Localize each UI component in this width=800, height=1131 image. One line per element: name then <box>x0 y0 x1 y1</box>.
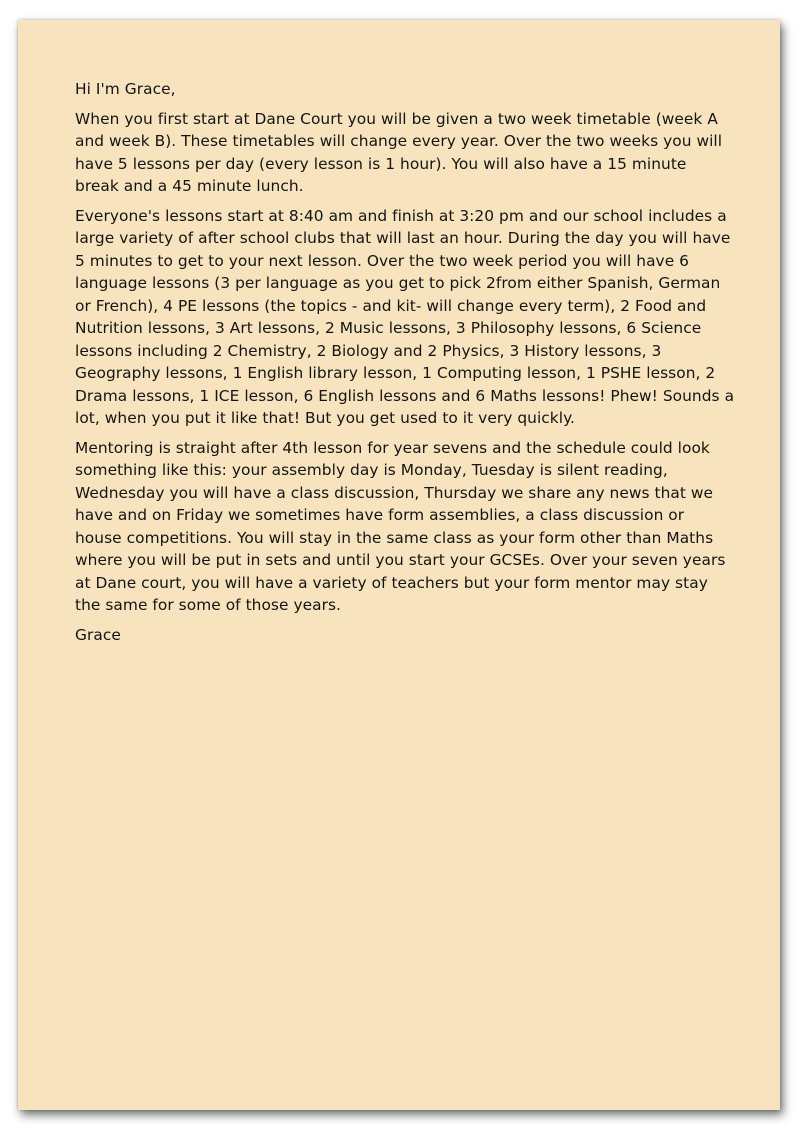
paragraph-mentoring: Mentoring is straight after 4th lesson for year sevens and the schedule could look something like this: your assembly day is Monday, Tuesday is silent reading, Wednesday you will have a class discussion, Thursday we share any news that we have and on Friday we sometimes have form assemblies, a class discussion or house competitions. You will stay in the same class as your form other than Maths where you will be put in sets and until you start your GCSEs. Over your seven years at Dane court, you will have a variety of teachers but your form mentor may stay the same for some of those years. <box>75 438 726 614</box>
letter-signature: Grace <box>75 625 121 644</box>
paragraph-lessons: Everyone's lessons start at 8:40 am and finish at 3:20 pm and our school includes a large variety of after school clubs that will last an hour. During the day you will have 5 minutes to get to your next lesson. Over the two week period you will have 6 language lessons (3 per language as you get to pick 2from either Spanish, German or French), 4 PE lessons (the topics - and kit- will change every term), 2 Food and Nutrition lessons, 3 Art lessons, 2 Music lessons, 3 Philosophy lessons, 6 Science lessons including 2 Chemistry, 2 Biology and 2 Physics, 3 History lessons, 3 Geography lessons, 1 English library lesson, 1 Computing lesson, 1 PSHE lesson, 2 Drama lessons, 1 ICE lesson, 6 English lessons and 6 Maths lessons! Phew! Sounds a lot, when you put it like that! But you get used to it very quickly. <box>75 206 735 427</box>
letter-greeting: Hi I'm Grace, <box>75 80 176 98</box>
letter-body <box>75 78 735 653</box>
paragraph-timetable: When you first start at Dane Court you will be given a two week timetable (week A and week B). These timetables will change every year. Over the two weeks you will have 5 lessons per day (every lesson is 1 hour). You will also have a 15 minute break and a 45 minute lunch. <box>75 109 723 195</box>
letter-page <box>18 20 780 1110</box>
